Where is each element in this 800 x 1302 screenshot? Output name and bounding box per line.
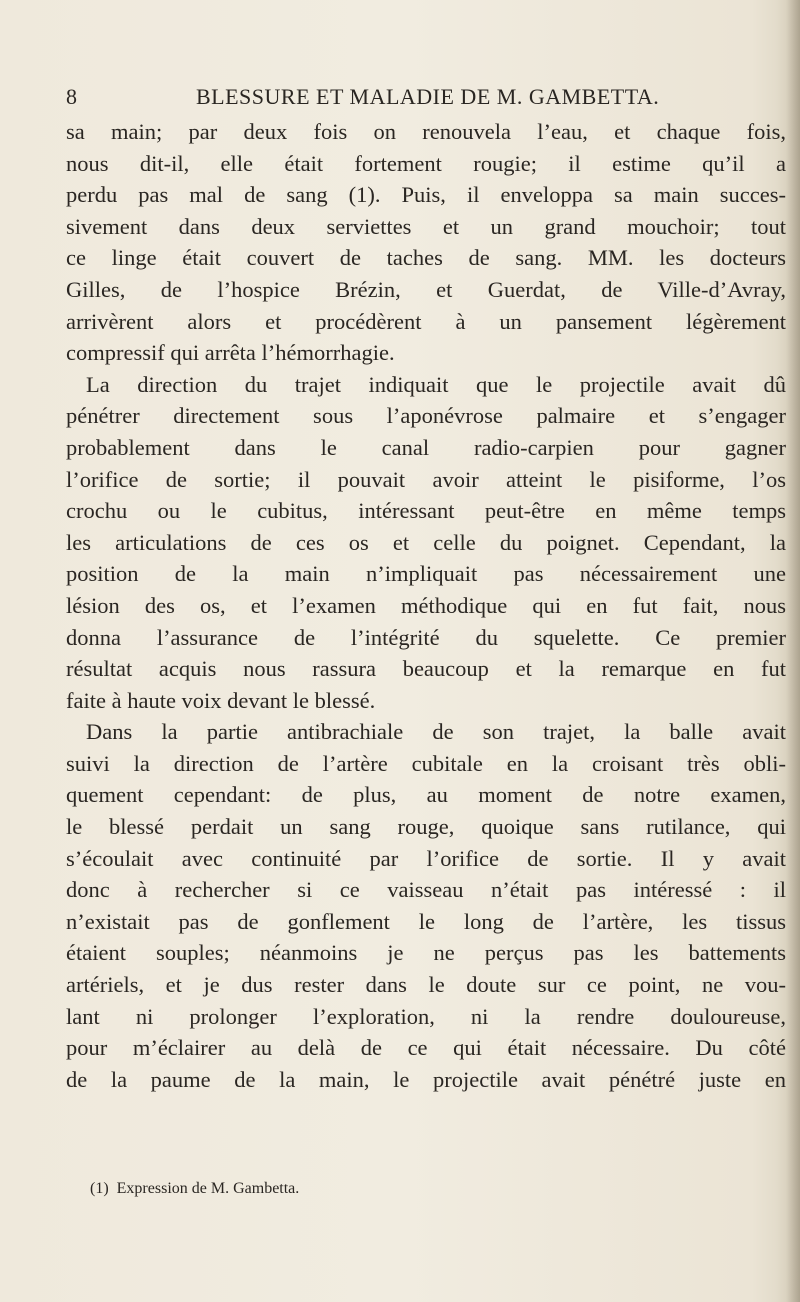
text-line: suivi la direction de l’artère cubitale en la croisant très obli- <box>66 750 786 776</box>
footnote <box>90 1180 299 1198</box>
text-line: résultat acquis nous rassura beaucoup et la remarque en fut <box>66 656 786 682</box>
text-line: perdu pas mal de sang (1). Puis, il enveloppa sa main succes- <box>66 182 786 208</box>
running-title: BLESSURE ET MALADIE DE M. GAMBETTA. <box>196 84 660 109</box>
text-line: lant ni prolonger l’exploration, ni la rendre douloureuse, <box>66 1003 786 1029</box>
page-edge-shadow <box>786 0 800 1302</box>
page-number: 8 <box>66 84 78 109</box>
text-line: lésion des os, et l’examen méthodique qui en fut fait, nous <box>66 592 786 618</box>
text-line: crochu ou le cubitus, intéressant peut-être en même temps <box>66 498 786 524</box>
text-line: l’orifice de sortie; il pouvait avoir atteint le pisiforme, l’os <box>66 466 786 492</box>
paragraph-end-line: faite à haute voix devant le blessé. <box>66 687 376 713</box>
footnote-number: (1) <box>90 1180 109 1197</box>
text-line: pénétrer directement sous l’aponévrose palmaire et s’engager <box>66 403 786 429</box>
text-line: arrivèrent alors et procédèrent à un pansement légèrement <box>66 308 786 334</box>
body-text <box>66 116 786 1095</box>
footnote-text: Expression de M. Gambetta. <box>116 1180 300 1197</box>
text-line: les articulations de ces os et celle du poignet. Cependant, la <box>66 529 786 555</box>
text-line: s’écoulait avec continuité par l’orifice de sortie. Il y avait <box>66 845 786 871</box>
paragraph-start-line: Dans la partie antibrachiale de son trajet, la balle avait <box>86 719 786 745</box>
text-line: Gilles, de l’hospice Brézin, et Guerdat, de Ville-d’Avray, <box>66 276 786 302</box>
paragraph-end-line: compressif qui arrêta l’hémorrhagie. <box>66 340 395 366</box>
text-line: n’existait pas de gonflement le long de l’artère, les tissus <box>66 908 786 934</box>
text-line: pour m’éclairer au delà de ce qui était nécessaire. Du côté <box>66 1035 786 1061</box>
text-line: de la paume de la main, le projectile avait pénétré juste en <box>66 1066 786 1092</box>
text-line: ce linge était couvert de taches de sang. MM. les docteurs <box>66 245 786 271</box>
text-line: probablement dans le canal radio-carpien pour gagner <box>66 434 786 460</box>
text-line: sa main; par deux fois on renouvela l’eau, et chaque fois, <box>66 119 786 144</box>
text-line: étaient souples; néanmoins je ne perçus pas les battements <box>66 940 786 966</box>
text-line: le blessé perdait un sang rouge, quoique sans rutilance, qui <box>66 814 786 840</box>
text-line: quement cependant: de plus, au moment de notre examen, <box>66 782 786 808</box>
text-line: artériels, et je dus rester dans le doute sur ce point, ne vou- <box>66 972 786 998</box>
text-line: position de la main n’impliquait pas nécessairement une <box>66 561 786 587</box>
text-line: donna l’assurance de l’intégrité du squelette. Ce premier <box>66 624 786 650</box>
paragraph-start-line: La direction du trajet indiquait que le projectile avait dû <box>86 371 786 397</box>
text-line: sivement dans deux serviettes et un grand mouchoir; tout <box>66 213 786 239</box>
text-line: donc à rechercher si ce vaisseau n’était pas intéressé : il <box>66 877 786 903</box>
running-head <box>66 84 786 114</box>
text-line: nous dit-il, elle était fortement rougie; il estime qu’il a <box>66 150 786 176</box>
